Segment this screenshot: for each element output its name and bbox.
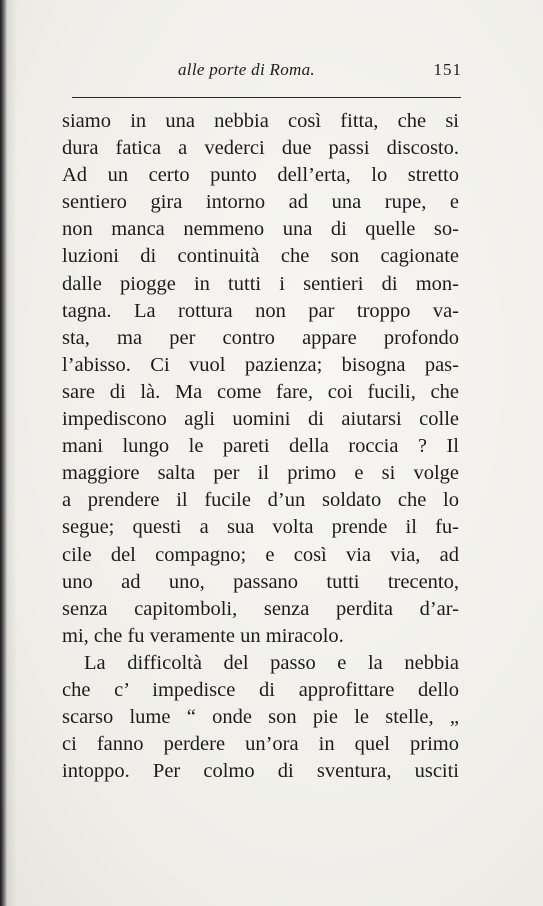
page-number: 151: [433, 60, 462, 79]
text-line: sta, ma per contro appare profondo: [62, 326, 459, 349]
text-line: sare di là. Ma come fare, coi fucili, che: [62, 380, 459, 403]
text-line: intoppo. Per colmo di sventura, usciti: [62, 760, 459, 783]
text-line: maggiore salta per il primo e si volge: [62, 462, 459, 485]
text-line: che c’ impedisce di approfittare dello: [62, 678, 459, 701]
page-header: [62, 60, 462, 86]
text-line: tagna. La rottura non par troppo va-: [62, 299, 459, 322]
text-line: dura fatica a vederci due passi discosto.: [62, 137, 459, 160]
text-line: impediscono agli uomini di aiutarsi colle: [62, 408, 459, 431]
text-line: ci fanno perdere un’ora in quel primo: [62, 733, 459, 756]
text-line: mani lungo le pareti della roccia ? Il: [62, 435, 459, 458]
text-line: Ad un certo punto dell’erta, lo stretto: [62, 164, 459, 187]
header-rule: [72, 97, 461, 98]
text-line: uno ad uno, passano tutti trecento,: [62, 570, 459, 593]
text-line: cile del compagno; e così via via, ad: [62, 543, 459, 566]
page-spine-edge: [0, 0, 7, 906]
text-line: l’abisso. Ci vuol pazienza; bisogna pas-: [62, 353, 459, 376]
text-line: senza capitomboli, senza perdita d’ar-: [62, 597, 459, 620]
paragraph-start-line: La difficoltà del passo e la nebbia: [84, 651, 459, 674]
text-line: non manca nemmeno una di quelle so-: [62, 218, 459, 241]
text-line: a prendere il fucile d’un soldato che lo: [62, 489, 459, 512]
text-line: scarso lume “ onde son pie le stelle, „: [62, 706, 459, 729]
paragraph-end-line: mi, che fu veramente un miracolo.: [62, 624, 344, 647]
spine-shadow: [7, 0, 17, 906]
body-text: [62, 108, 459, 785]
text-line: segue; questi a sua volta prende il fu-: [62, 516, 459, 539]
running-title: alle porte di Roma.: [178, 60, 315, 79]
text-line: sentiero gira intorno ad una rupe, e: [62, 191, 459, 214]
text-line: dalle piogge in tutti i sentieri di mon-: [62, 272, 459, 295]
text-line: siamo in una nebbia così fitta, che si: [62, 110, 459, 132]
text-line: luzioni di continuità che son cagionate: [62, 245, 459, 268]
